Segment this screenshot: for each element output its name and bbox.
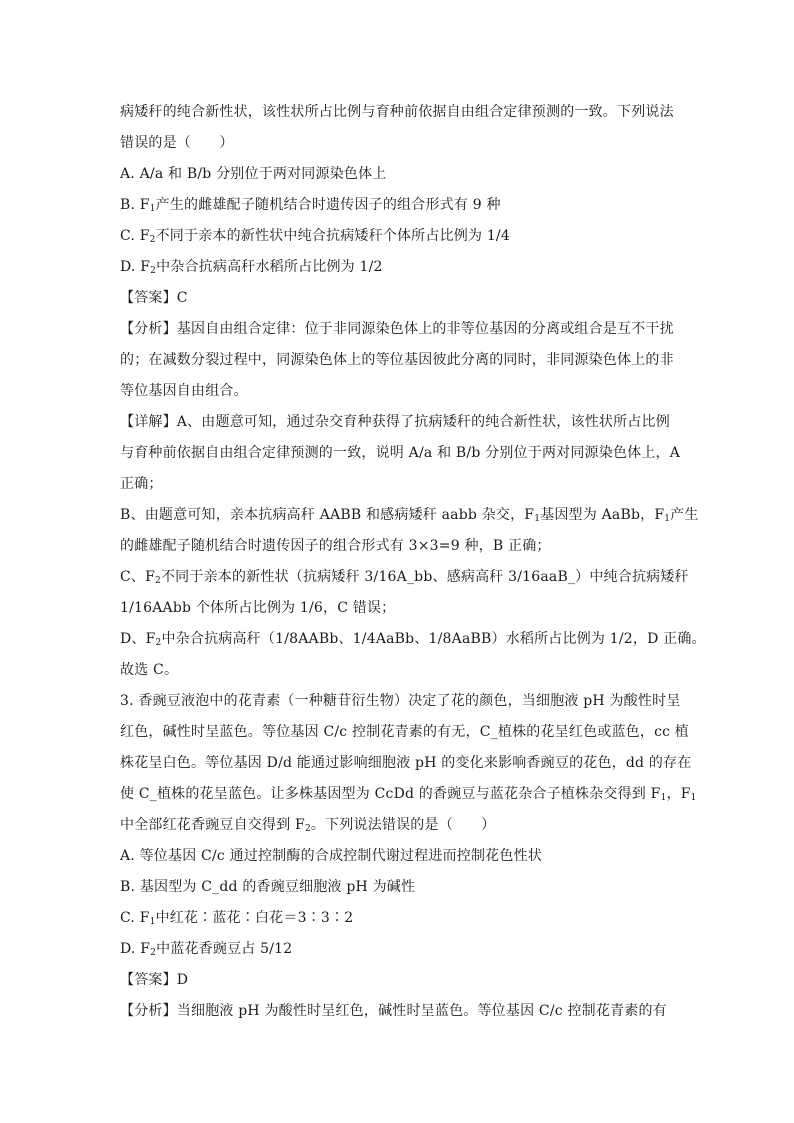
q2-detail-b-line: B、由题意可知，亲本抗病高秆 AABB 和感病矮秆 aabb 杂交，$F_1$基因型为 AaBb，$F_1$产生 — [120, 507, 699, 524]
q2-detail-b-line: 的雌雄配子随机结合时遗传因子的组合形式有 3×3=9 种，B 正确； — [120, 538, 551, 554]
q3-stem-line: 株花呈白色。等位基因 D/d 能通过影响细胞液 pH 的变化来影响香豌豆的花色，dd 的存在 — [120, 755, 692, 771]
q3-option-a: A. 等位基因 C/c 通过控制酶的合成控制代谢过程进而控制花色性状 — [120, 848, 542, 864]
q2-conclusion: 故选 C。 — [120, 662, 179, 678]
q2-answer: 【答案】C — [120, 290, 188, 306]
q3-answer: 【答案】D — [120, 972, 189, 988]
q2-stem-line: 错误的是（ ） — [120, 135, 234, 151]
q3-analysis-line: 【分析】当细胞液 pH 为酸性时呈红色，碱性时呈蓝色。等位基因 C/c 控制花青素的有 — [120, 1003, 667, 1019]
q2-analysis-line: 等位基因自由组合。 — [120, 383, 248, 399]
q3-stem-line: 3. 香豌豆液泡中的花青素（一种糖苷衍生物）决定了花的颜色，当细胞液 pH 为酸性时呈 — [120, 693, 681, 709]
q3-option-c: C. $F_1$中红花∶蓝花∶白花＝3∶3∶2 — [120, 910, 354, 927]
q3-stem-line: 红色，碱性时呈蓝色。等位基因 C/c 控制花青素的有无，C_植株的花呈红色或蓝色，cc 植 — [120, 724, 690, 740]
q2-analysis-line: 【分析】基因自由组合定律：位于非同源染色体上的非等位基因的分离或组合是互不干扰 — [120, 321, 674, 337]
q2-detail-d-line: D、$F_2$中杂合抗病高秆（1/8AABb、1/4AaBb、1/8AaBB）水稻所占比例为 1/2，D 正确。 — [120, 631, 706, 648]
q3-stem-line: 中全部红花香豌豆自交得到 $F_2$。下列说法错误的是（ ） — [120, 817, 496, 834]
q2-option-c: C. $F_2$不同于亲本的新性状中纯合抗病矮秆个体所占比例为 1/4 — [120, 228, 510, 245]
q2-detail-line: 【详解】A、由题意可知，通过杂交育种获得了抗病矮秆的纯合新性状，该性状所占比例 — [120, 414, 670, 430]
q2-detail-line: 正确； — [120, 476, 163, 492]
q3-option-b: B. 基因型为 C_dd 的香豌豆细胞液 pH 为碱性 — [120, 879, 416, 895]
q2-option-d: D. $F_2$中杂合抗病高秆水稻所占比例为 1/2 — [120, 259, 383, 276]
q3-option-d: D. $F_2$中蓝花香豌豆占 5/12 — [120, 941, 293, 958]
q2-analysis-line: 的；在减数分裂过程中，同源染色体上的等位基因彼此分离的同时，非同源染色体上的非 — [120, 352, 674, 368]
q2-option-a: A. A/a 和 B/b 分别位于两对同源染色体上 — [120, 166, 387, 182]
q2-detail-c-line: 1/16AAbb 个体所占比例为 1/6，C 错误； — [120, 600, 396, 616]
q2-detail-line: 与育种前依据自由组合定律预测的一致，说明 A/a 和 B/b 分别位于两对同源染色体上，A — [120, 445, 681, 461]
q2-detail-c-line: C、$F_2$不同于亲本的新性状（抗病矮秆 3/16A_bb、感病高秆 3/16aaB_）中纯合抗病矮秆 — [120, 569, 689, 586]
q2-option-b: B. $F_1$产生的雌雄配子随机结合时遗传因子的组合形式有 9 种 — [120, 197, 501, 214]
q3-stem-line: 使 C_植株的花呈蓝色。让多株基因型为 CcDd 的香豌豆与蓝花杂合子植株杂交得到 $F_1$，$F_1$ — [120, 786, 697, 803]
q2-stem-line: 病矮秆的纯合新性状，该性状所占比例与育种前依据自由组合定律预测的一致。下列说法 — [120, 104, 674, 120]
